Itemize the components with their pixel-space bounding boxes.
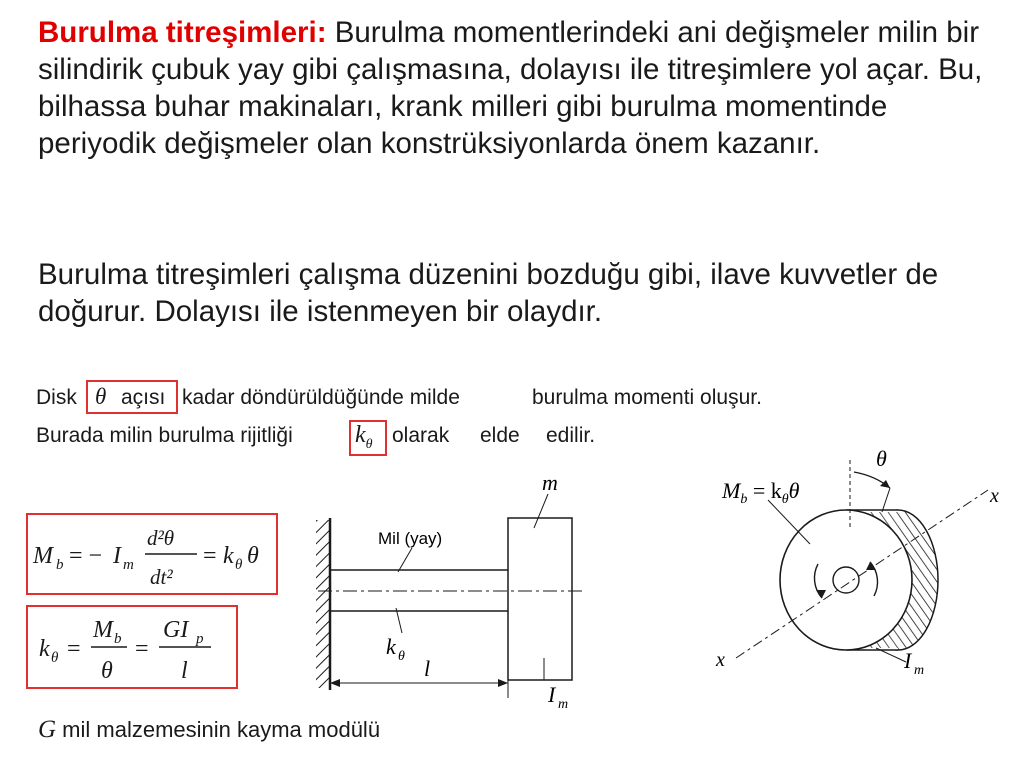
svg-text:θ: θ [235, 557, 243, 573]
svg-text:k: k [39, 636, 50, 662]
m-leader [534, 494, 548, 528]
x-axis-label-right: x [990, 485, 999, 507]
shaft-diagram [312, 468, 592, 718]
wall-hatch [316, 520, 330, 688]
intro-text: Burulma momentlerindeki ani değişmeler milin bir silindirik çubuk yay gibi çalışmasına, dolayısı ile titreşimlere yol açar. Bu, bilhassa buhar makinaları, krank milleri gibi burulma momentinde periyodik değişmeler olan konstrüksiyonlarda önem kazanır. [38, 16, 983, 160]
dim-arrow-right [498, 679, 508, 687]
svg-text:θ: θ [51, 650, 59, 666]
svg-text:=: = [203, 543, 217, 569]
disk-angle-line [36, 386, 77, 410]
moment-leader [768, 500, 810, 544]
svg-text:M: M [93, 617, 113, 643]
stiffness-text: Burada milin burulma rijitliği [36, 424, 293, 447]
intro-paragraph [38, 14, 998, 162]
svg-text:b: b [114, 631, 122, 647]
shear-modulus-note: G mil malzemesinin kayma modülü [38, 716, 381, 743]
x-axis-label-left: x [716, 649, 725, 671]
svg-text:θ: θ [247, 543, 259, 569]
im-label: I [548, 682, 556, 707]
svg-text:m: m [123, 557, 134, 573]
mass-block [508, 518, 572, 680]
svg-text:= −: = − [69, 543, 103, 569]
im-label-disk: I [904, 648, 912, 673]
theta-label: θ [876, 448, 887, 471]
svg-text:=: = [67, 636, 81, 662]
svg-text:GI: GI [163, 617, 189, 643]
disk-word: Disk [36, 386, 77, 409]
olarak-word: olarak [392, 424, 450, 447]
acisi-word: açısı [121, 386, 166, 409]
svg-text:=: = [135, 636, 149, 662]
svg-text:d²θ: d²θ [147, 526, 175, 550]
theta-symbol: θ [95, 384, 107, 409]
svg-text:M: M [33, 543, 53, 569]
torque-text: burulma momenti oluşur. [532, 386, 762, 409]
elde-word: elde [480, 424, 520, 447]
svg-text:θ: θ [101, 658, 113, 684]
svg-text:l: l [181, 658, 188, 684]
svg-text:p: p [196, 631, 204, 647]
disk-hub [833, 567, 859, 593]
im-sub-label: m [558, 697, 569, 712]
stiffness-equation [27, 606, 237, 688]
disk-diagram [706, 448, 1016, 688]
second-paragraph: Burulma titreşimleri çalışma düzenini bozduğu gibi, ilave kuvvetler de doğurur. Dolayısı ile istenmeyen bir olaydır. [38, 258, 939, 328]
disk-rotation-text: kadar döndürüldüğünde milde [182, 386, 460, 409]
k-theta-symbol: $k_\theta$ [355, 422, 373, 452]
moment-eq-label: $M_b = k_\theta\theta$ [722, 478, 800, 507]
l-label: l [424, 656, 431, 681]
heading-label: Burulma titreşimleri: [38, 16, 327, 49]
svg-text:dt²: dt² [150, 565, 173, 589]
edilir-word: edilir. [546, 424, 596, 447]
m-label: m [542, 470, 558, 495]
k-sub-label: θ [398, 649, 405, 664]
rotated-line [882, 488, 890, 512]
mil-leader [398, 548, 412, 572]
dim-arrow-left [330, 679, 340, 687]
svg-text:I: I [113, 543, 121, 569]
svg-text:b: b [56, 557, 64, 573]
im-sub-label-disk: m [914, 663, 925, 678]
k-label: k [386, 634, 396, 659]
mil-label: Mil (yay) [378, 529, 443, 548]
svg-text:k: k [223, 543, 234, 569]
torque-equation [27, 514, 277, 594]
